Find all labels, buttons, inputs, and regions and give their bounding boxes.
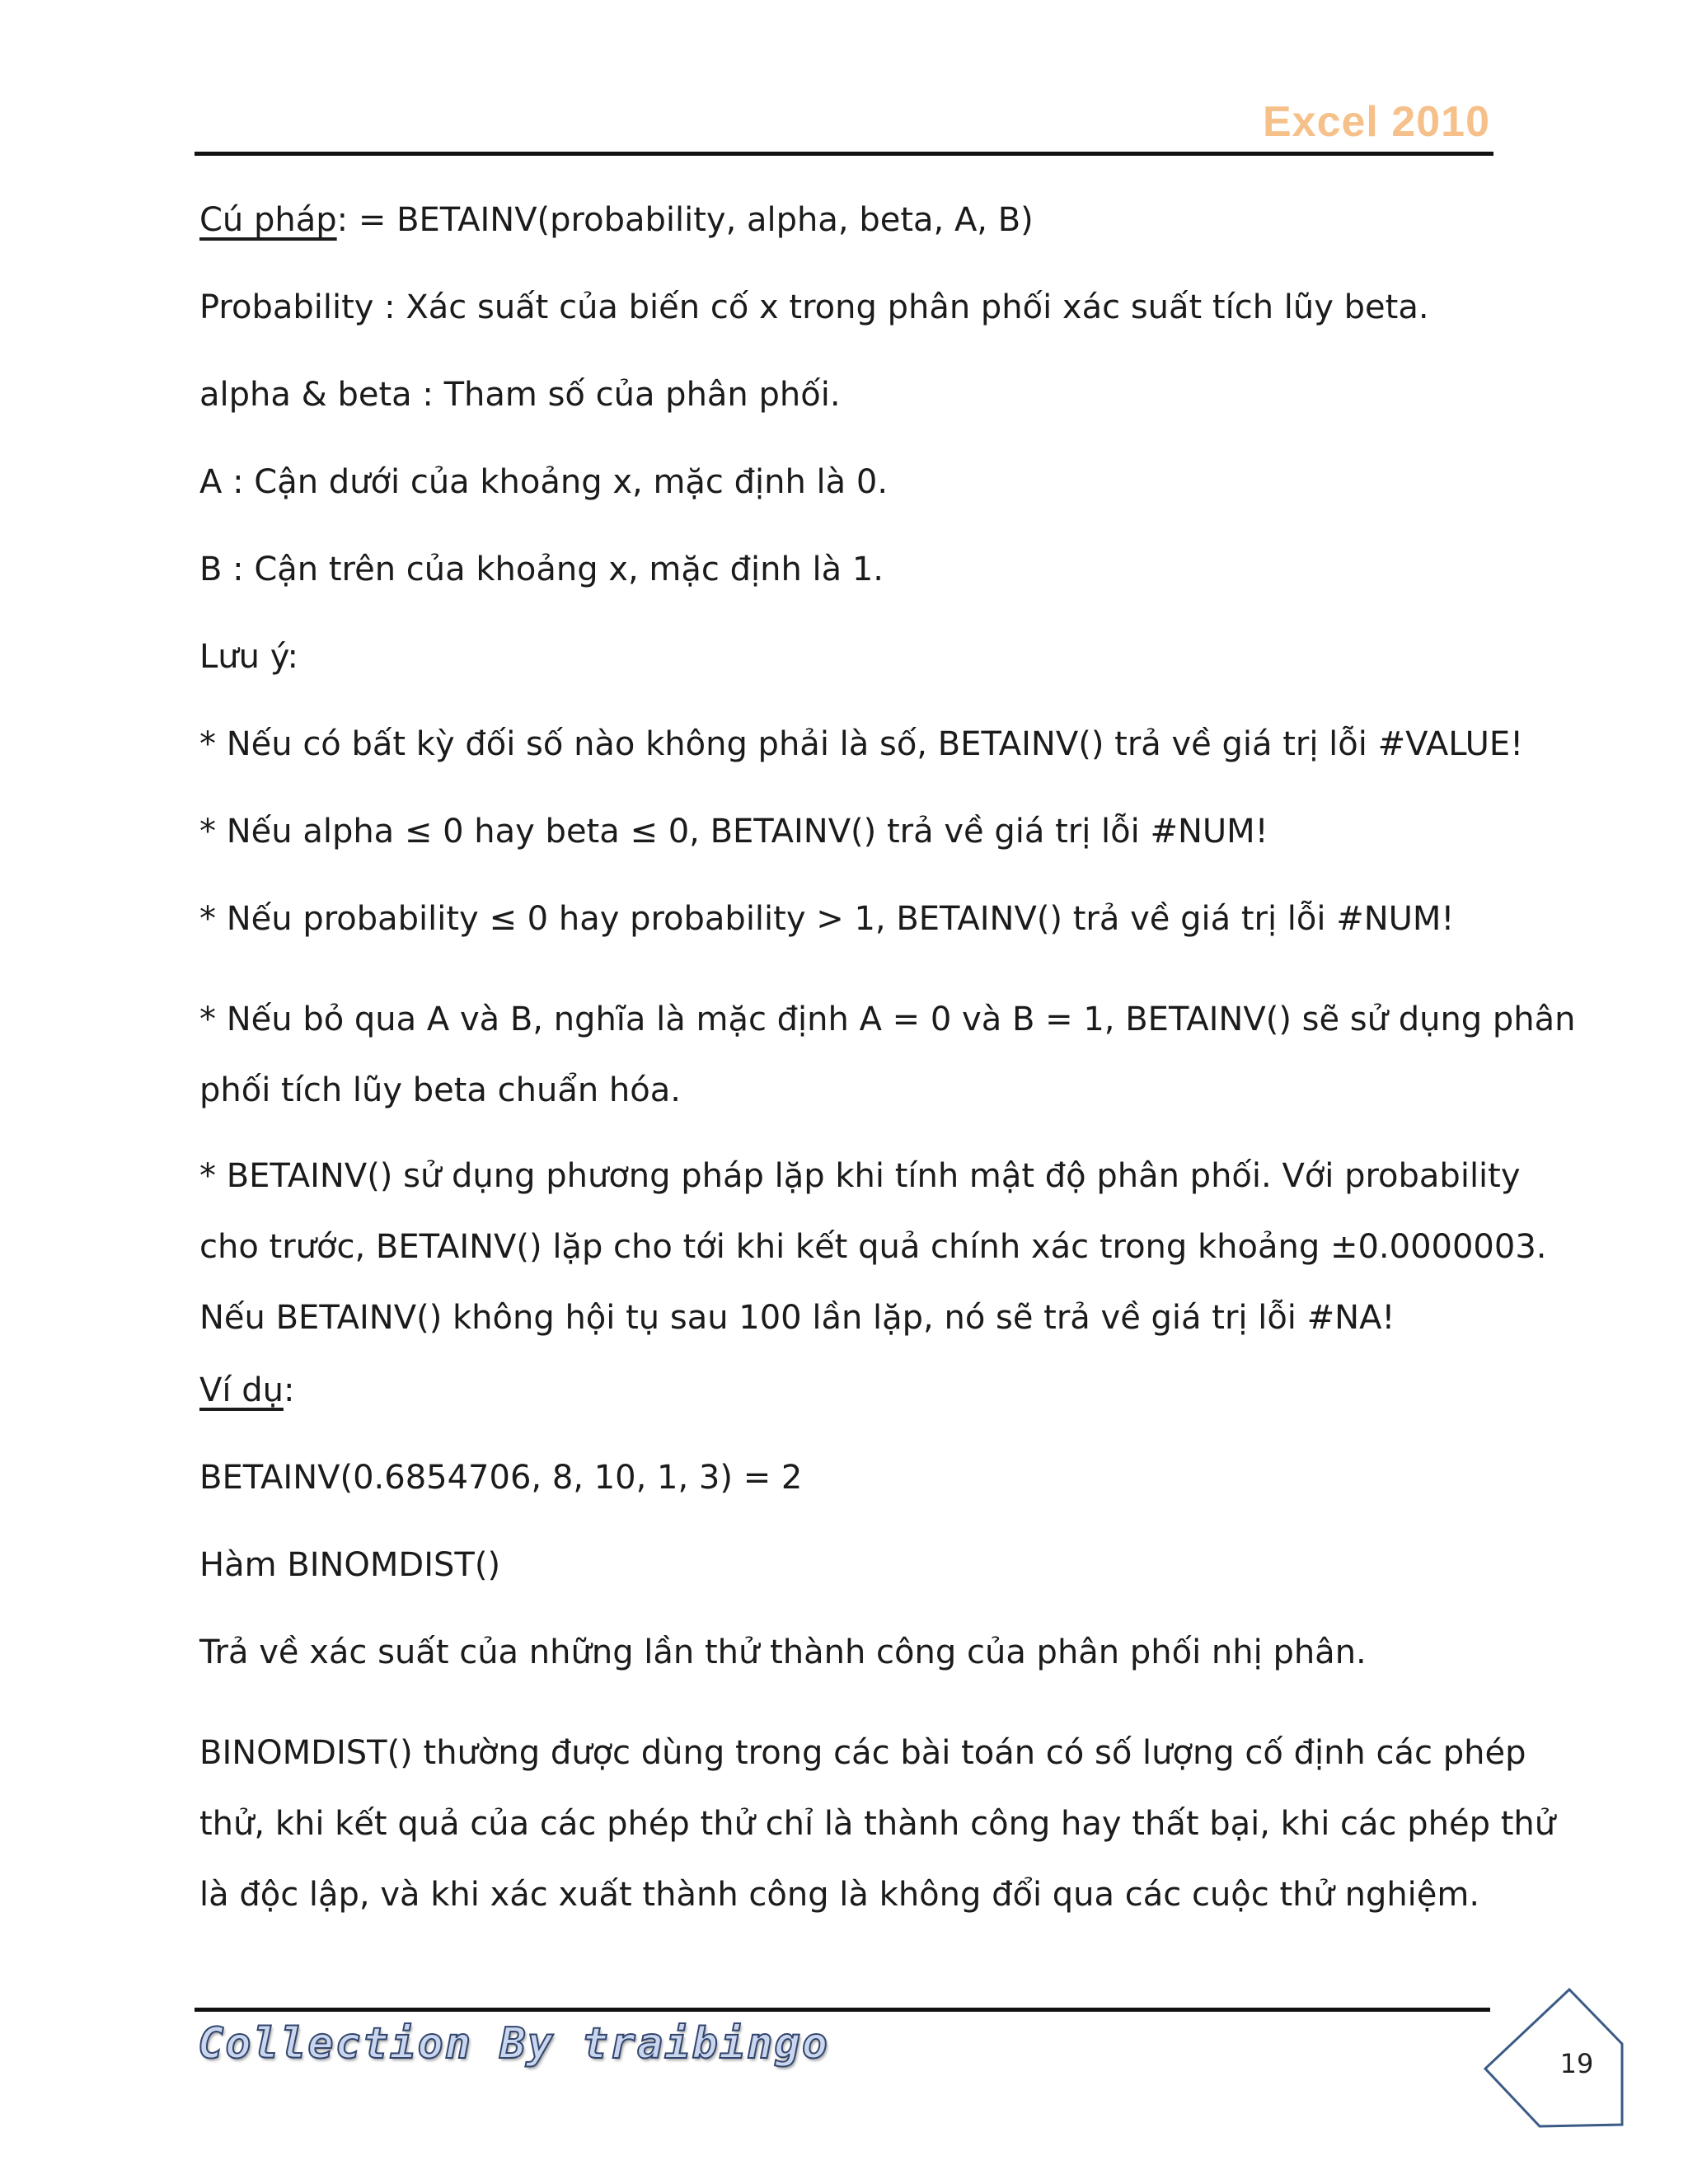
note-iteration-line2: cho trước, BETAINV() lặp cho tới khi kết quả chính xác trong khoảng ±0.0000003. bbox=[199, 1228, 1547, 1266]
binomdist-usage bbox=[199, 1718, 1556, 1930]
note-iteration bbox=[199, 1141, 1547, 1353]
example-colon: : bbox=[283, 1371, 295, 1409]
example-label: Ví dụ bbox=[199, 1371, 284, 1409]
note-alpha-beta-error: * Nếu alpha ≤ 0 hay beta ≤ 0, BETAINV() trả về giá trị lỗi #NUM! bbox=[199, 813, 1268, 851]
syntax-label: Cú pháp bbox=[199, 201, 337, 239]
note-iteration-line1: * BETAINV() sử dụng phương pháp lặp khi tính mật độ phân phối. Với probability bbox=[199, 1157, 1521, 1195]
header-title: Excel 2010 bbox=[1262, 98, 1490, 146]
binomdist-heading: Hàm BINOMDIST() bbox=[199, 1546, 501, 1584]
syntax-text: : = BETAINV(probability, alpha, beta, A, B) bbox=[336, 201, 1034, 239]
lower-bound-paragraph: A : Cận dưới của khoảng x, mặc định là 0. bbox=[199, 463, 889, 501]
note-iteration-line3: Nếu BETAINV() không hội tụ sau 100 lần lặp, nó sẽ trả về giá trị lỗi #NA! bbox=[199, 1299, 1395, 1337]
note-heading: Lưu ý: bbox=[199, 638, 298, 676]
syntax-paragraph bbox=[199, 198, 1485, 242]
note-default-bounds bbox=[199, 984, 1576, 1126]
note-value-error: * Nếu có bất kỳ đối số nào không phải là số, BETAINV() trả về giá trị lỗi #VALUE! bbox=[199, 725, 1524, 763]
note-default-bounds-line1: * Nếu bỏ qua A và B, nghĩa là mặc định A = 0 và B = 1, BETAINV() sẽ sử dụng phân bbox=[199, 1001, 1576, 1038]
upper-bound-paragraph: B : Cận trên của khoảng x, mặc định là 1. bbox=[199, 551, 884, 588]
note-probability-error: * Nếu probability ≤ 0 hay probability > 1, BETAINV() trả về giá trị lỗi #NUM! bbox=[199, 900, 1455, 938]
page-number: 19 bbox=[1559, 2048, 1594, 2079]
alpha-beta-paragraph: alpha & beta : Tham số của phân phối. bbox=[199, 376, 841, 414]
binomdist-description: Trả về xác suất của những lần thử thành công của phân phối nhị phân. bbox=[199, 1633, 1367, 1671]
binomdist-usage-line2: thử, khi kết quả của các phép thử chỉ là thành công hay thất bại, khi các phép thử bbox=[199, 1805, 1556, 1843]
footer-brand: Collection By traibingo bbox=[198, 2019, 830, 2069]
binomdist-usage-line1: BINOMDIST() thường được dùng trong các bài toán có số lượng cố định các phép bbox=[199, 1734, 1526, 1772]
note-default-bounds-line2: phối tích lũy beta chuẩn hóa. bbox=[199, 1071, 681, 1109]
footer-rule bbox=[195, 2008, 1490, 2012]
example-heading bbox=[199, 1368, 1485, 1413]
probability-paragraph: Probability : Xác suất của biến cố x trong phân phối xác suất tích lũy beta. bbox=[199, 288, 1429, 326]
page-body bbox=[199, 198, 1576, 1945]
example-formula: BETAINV(0.6854706, 8, 10, 1, 3) = 2 bbox=[199, 1459, 803, 1497]
binomdist-usage-line3: là độc lập, và khi xác xuất thành công là không đổi qua các cuộc thử nghiệm. bbox=[199, 1876, 1480, 1914]
header-rule bbox=[195, 152, 1493, 156]
